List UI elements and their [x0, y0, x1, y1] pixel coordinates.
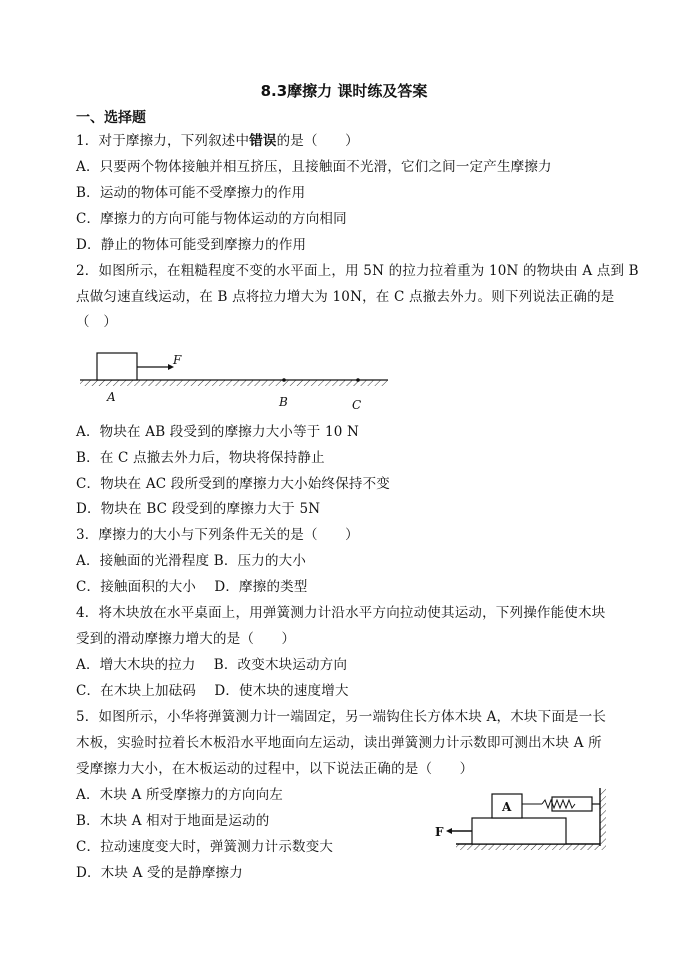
q2-figure — [76, 345, 396, 415]
q2-option-a: A．物块在 AB 段受到的摩擦力大小等于 10 N — [76, 424, 360, 440]
q1-stem — [76, 132, 359, 150]
q2-label-b: B — [279, 395, 288, 409]
q5-stem-line2: 木板，实验时拉着长木板沿水平地面向左运动，读出弹簧测力计示数即可测出木块 A 所 — [76, 735, 602, 751]
q2-stem-line2: 点做匀速直线运动，在 B 点将拉力增大为 10N，在 C 点撤去外力。则下列说法正确的是 — [76, 289, 615, 305]
q1-stem-post: 的是（ ） — [276, 133, 359, 149]
q4-stem-line1: 4．将木块放在水平桌面上，用弹簧测力计沿水平方向拉动使其运动，下列操作能使木块 — [76, 605, 606, 621]
q2-label-a: A — [107, 390, 116, 404]
q5-stem-line3: 受摩擦力大小，在木板运动的过程中，以下说法正确的是（ ） — [76, 761, 474, 777]
q2-option-c: C．物块在 AC 段所受到的摩擦力大小始终保持不变 — [76, 476, 390, 492]
q5-force-label: F — [435, 825, 444, 839]
q5-stem-line1: 5．如图所示，小华将弹簧测力计一端固定，另一端钩住长方体木块 A，木块下面是一长 — [76, 709, 607, 725]
q4-stem-line2: 受到的滑动摩擦力增大的是（ ） — [76, 631, 296, 647]
q5-option-b: B．木块 A 相对于地面是运动的 — [76, 813, 270, 829]
q5-option-c: C．拉动速度变大时，弹簧测力计示数变大 — [76, 839, 334, 855]
q3-options-cd: C．接触面积的大小 D．摩擦的类型 — [76, 579, 308, 595]
q2-stem-line1: 2．如图所示，在粗糙程度不变的水平面上，用 5N 的拉力拉着重为 10N 的物块由 A 点到 B — [76, 263, 639, 279]
q1-option-a: A．只要两个物体接触并相互挤压，且接触面不光滑，它们之间一定产生摩擦力 — [76, 159, 552, 175]
q2-point-c — [356, 378, 360, 382]
q2-point-b — [282, 378, 286, 382]
q1-option-b: B．运动的物体可能不受摩擦力的作用 — [76, 185, 306, 201]
q2-force-label: F — [173, 353, 182, 367]
q3-options-ab: A．接触面的光滑程度 B．压力的大小 — [76, 553, 307, 569]
q5-force-arrowhead — [446, 828, 452, 834]
q1-stem-pre: 1．对于摩擦力，下列叙述中 — [76, 133, 250, 149]
q5-option-a: A．木块 A 所受摩擦力的方向向左 — [76, 787, 283, 803]
q2-ground-hatch — [80, 380, 388, 386]
q2-label-c: C — [352, 398, 362, 412]
q5-ground-hatch — [456, 844, 606, 850]
q5-block-label: A — [502, 800, 512, 814]
q1-stem-emphasis: 错误 — [249, 133, 277, 149]
q1-option-c: C．摩擦力的方向可能与物体运动的方向相同 — [76, 211, 347, 227]
q4-options-cd: C．在木块上加砝码 D．使木块的速度增大 — [76, 683, 349, 699]
q2-stem-line3: （ ） — [76, 314, 118, 330]
q5-long-board — [472, 818, 566, 844]
q1-option-d: D．静止的物体可能受到摩擦力的作用 — [76, 237, 307, 253]
q5-figure — [432, 786, 612, 856]
q2-option-b: B．在 C 点撤去外力后，物块将保持静止 — [76, 450, 325, 466]
q4-options-ab: A．增大木块的拉力 B．改变木块运动方向 — [76, 657, 348, 673]
page-title: 8.3摩擦力 课时练及答案 — [260, 82, 428, 100]
section-heading: 一、选择题 — [76, 110, 146, 126]
q2-block — [97, 353, 137, 380]
q5-wall-hatch — [600, 788, 606, 846]
q3-stem: 3．摩擦力的大小与下列条件无关的是（ ） — [76, 527, 359, 543]
q5-spring — [542, 800, 575, 808]
q5-option-d: D．木块 A 受的是静摩擦力 — [76, 865, 243, 881]
q2-option-d: D．物块在 BC 段受到的摩擦力大于 5N — [76, 501, 321, 517]
